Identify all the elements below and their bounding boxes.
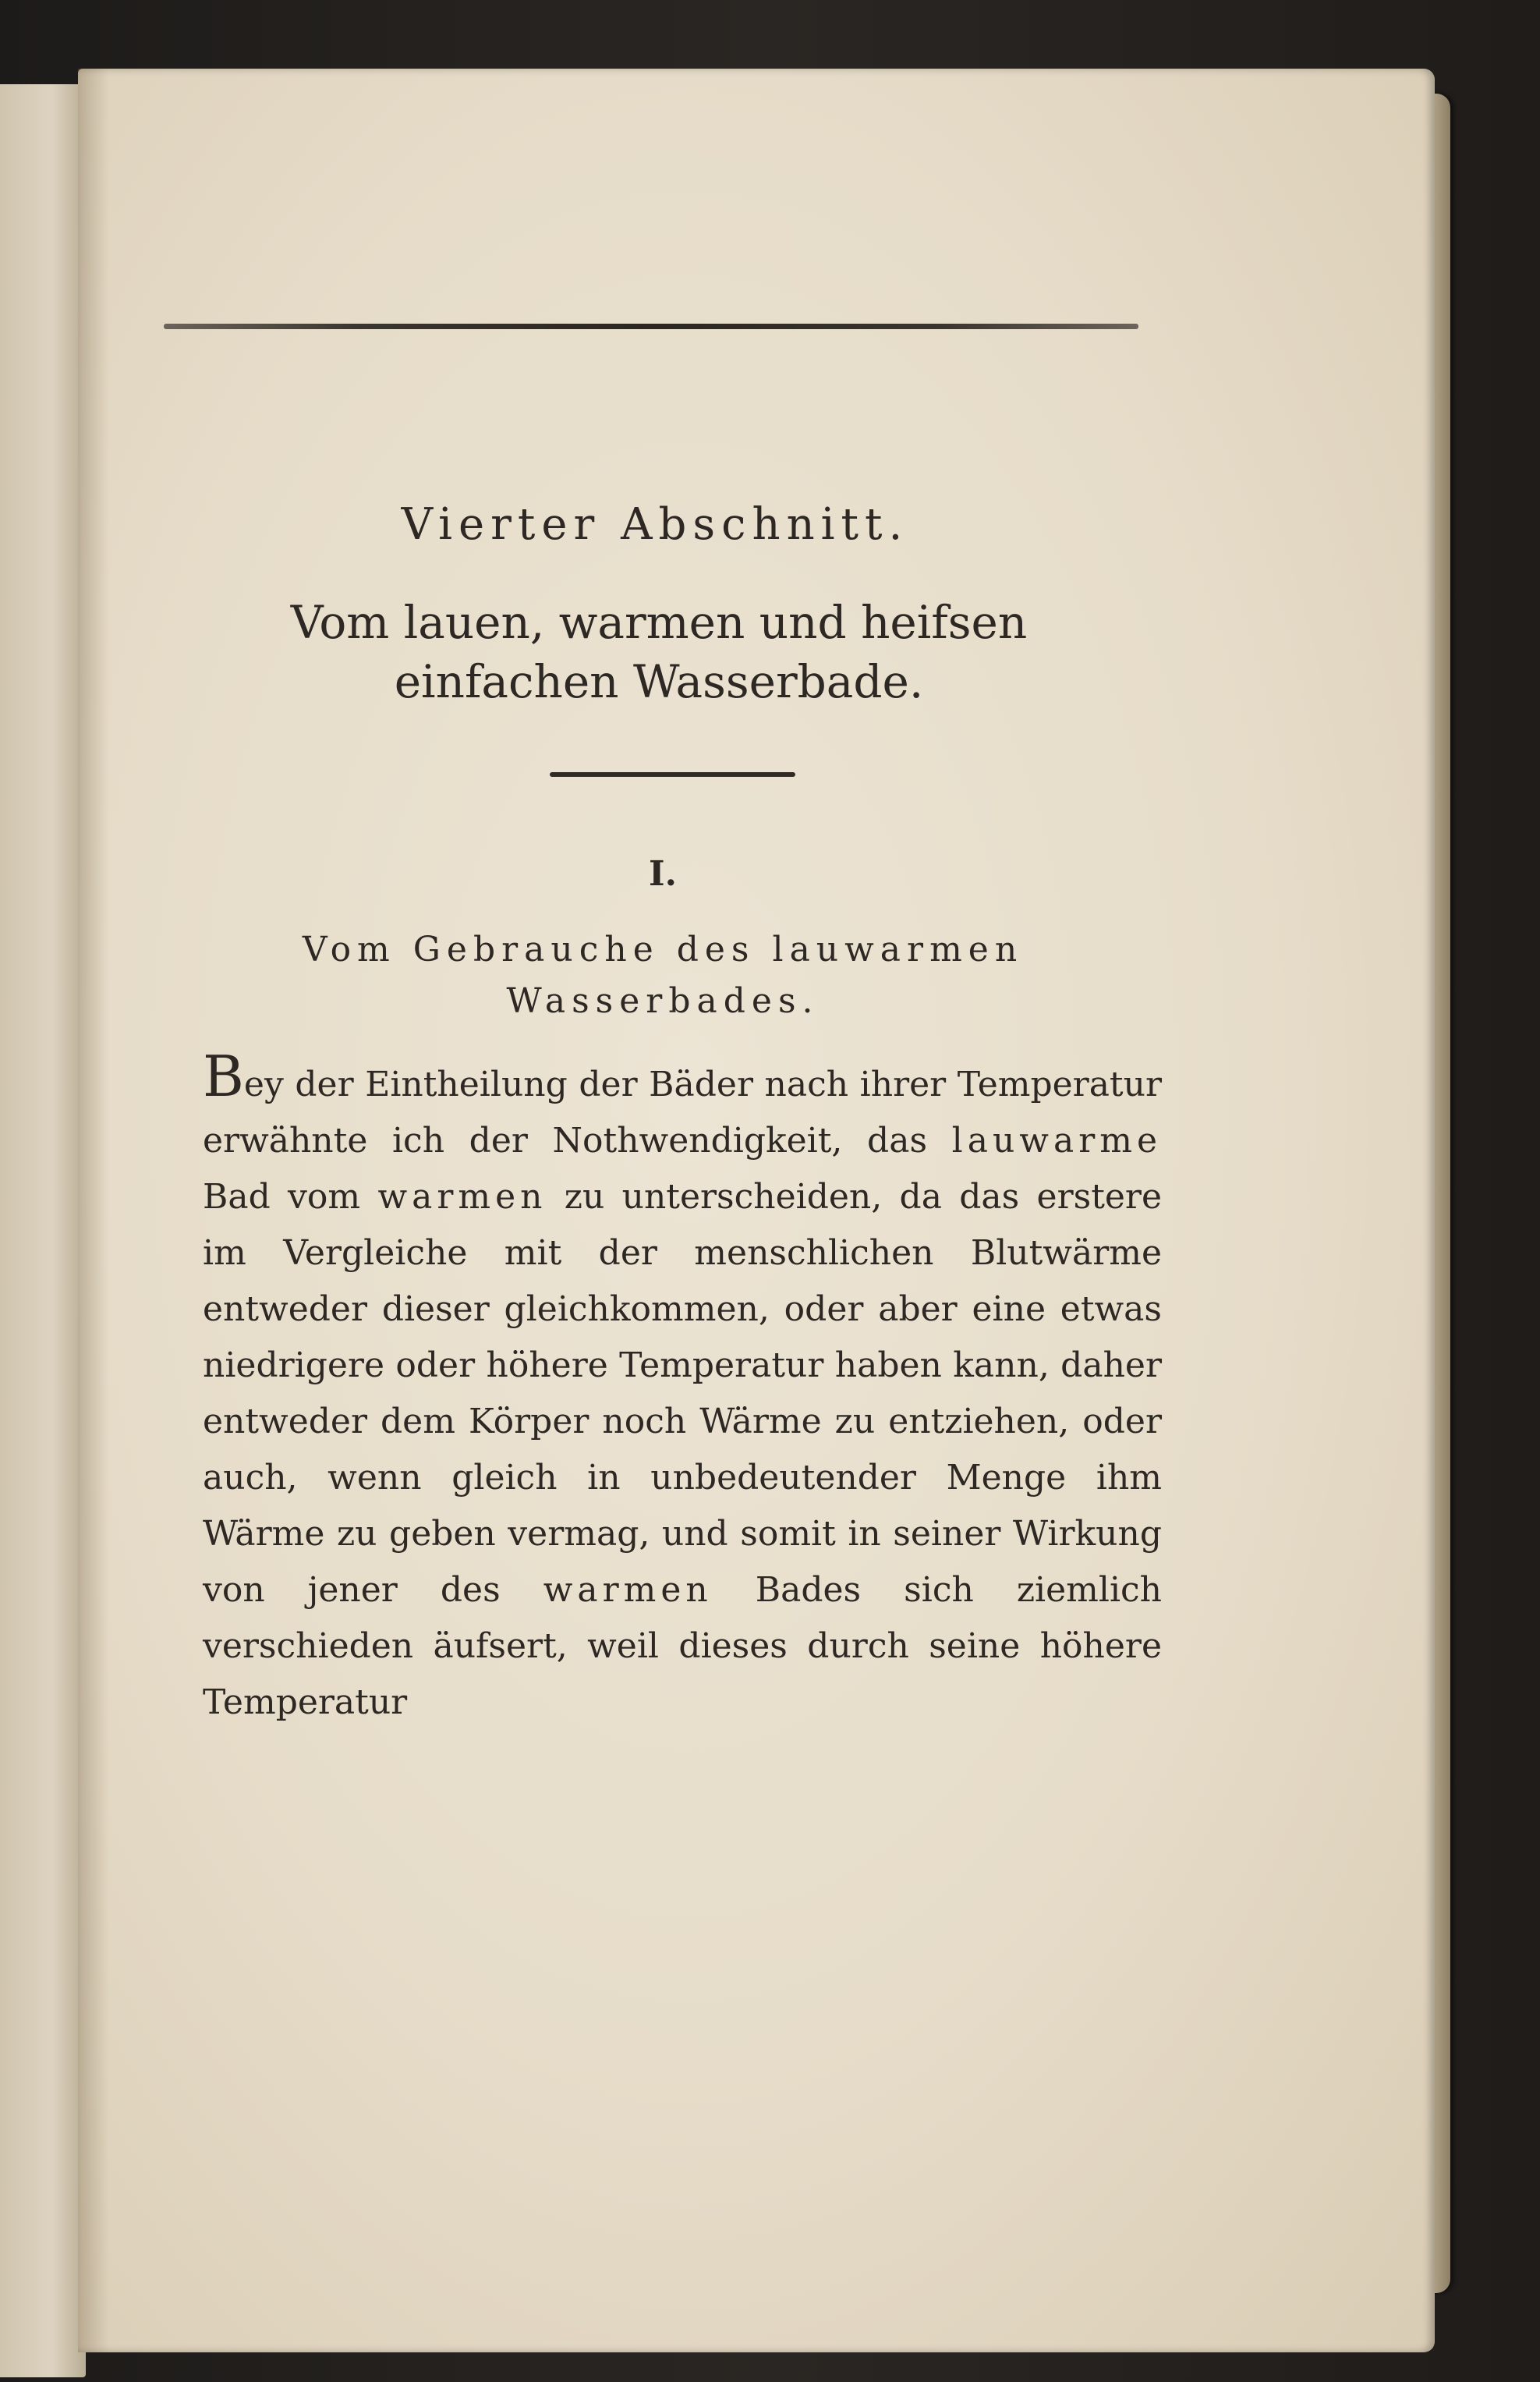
section-heading: Vierter Abschnitt. xyxy=(401,499,909,550)
chapter-number: I. xyxy=(649,854,677,894)
body-text-2: Bad vom xyxy=(203,1177,378,1217)
section-title: Vom lauen, warmen und heifsen einfachen Wasserbade. xyxy=(290,596,1028,708)
emphasis-lauwarme: lauwarme xyxy=(951,1121,1162,1161)
emphasis-warmen-2: warmen xyxy=(543,1570,713,1610)
drop-cap: B xyxy=(203,1044,244,1109)
body-text-1: ey der Eintheilung der Bäder nach ihrer Temperatur erwähnte ich der Nothwendigkeit, das xyxy=(203,1065,1162,1161)
emphasis-warmen: warmen xyxy=(377,1177,547,1217)
section-divider xyxy=(550,772,795,777)
chapter-title: Vom Gebrauche des lauwarmen Wasserbades. xyxy=(302,930,1024,1021)
facing-page-edge xyxy=(0,84,86,2377)
page-gutter-shadow xyxy=(78,69,109,2352)
body-text-4: Bades sich ziemlich verschieden äufsert, weil dieses durch seine höhere Temperatur xyxy=(203,1570,1162,1722)
body-paragraph xyxy=(203,1044,1163,1731)
top-rule xyxy=(164,324,1138,329)
body-text-3: zu unterscheiden, da das erstere im Vergleiche mit der menschlichen Blutwärme entweder dieser gleichkommen, oder aber eine etwas niedrigere oder höhere Temperatur haben kann, daher entweder dem Körper noch Wärme zu entziehen, oder auch, wenn gleich in unbedeutender Menge ihm Wärme zu geben vermag, und somit in seiner Wirkung von jener des xyxy=(203,1177,1163,1610)
